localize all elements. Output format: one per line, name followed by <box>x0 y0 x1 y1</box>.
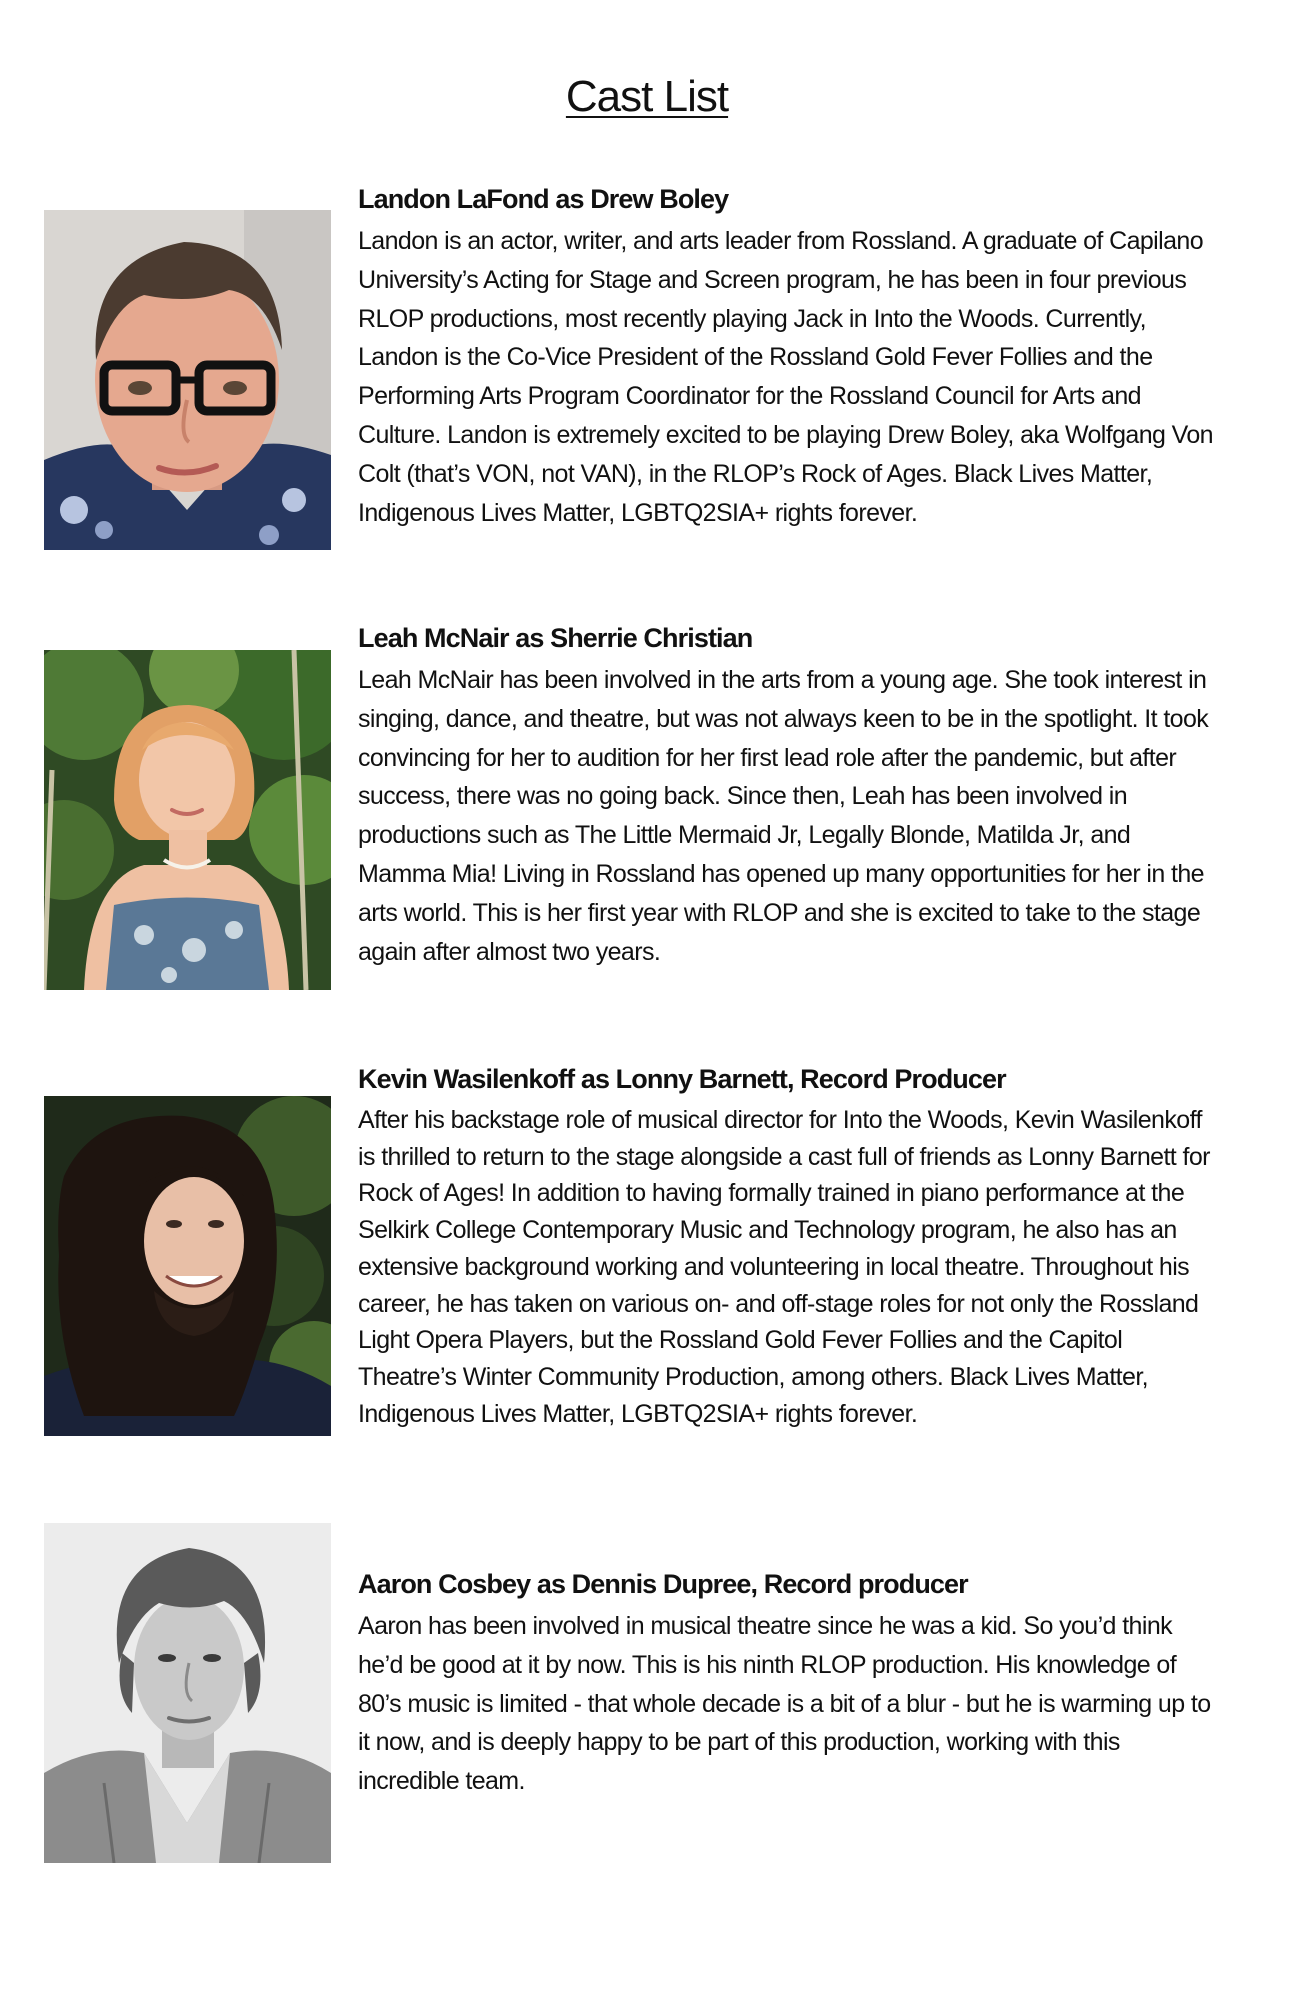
cast-heading: Landon LaFond as Drew Boley <box>358 184 729 214</box>
cast-description: Landon is an actor, writer, and arts leader from Rossland. A graduate of Capilano University’s Acting for Stage and Screen program, he has been in four previous RLOP productions, most recently playing Jack in Into the Woods. Currently, Landon is the Co-Vice President of the Rossland Gold Fever Follies and the Performing Arts Program Coordinator for the Rossland Council for Arts and Culture. Landon is extremely excited to be playing Drew Boley, aka Wolfgang Von Colt (that’s VON, not VAN), in the RLOP’s Rock of Ages. Black Lives Matter, Indigenous Lives Matter, LGBTQ2SIA+ rights forever. <box>358 227 1213 527</box>
cast-bio <box>358 182 1218 532</box>
cast-description: After his backstage role of musical director for Into the Woods, Kevin Wasilenkoff is thrilled to return to the stage alongside a cast full of friends as Lonny Barnett for Rock of Ages! In addition to having formally trained in piano performance at the Selkirk College Contemporary Music and Technology program, he also has an extensive background working and volunteering in local theatre. Throughout his career, he has taken on various on- and off-stage roles for not only the Rossland Light Opera Players, but the Rossland Gold Fever Follies and the Capitol Theatre’s Winter Community Production, among others. Black Lives Matter, Indigenous Lives Matter, LGBTQ2SIA+ rights forever. <box>358 1106 1210 1428</box>
cast-bio <box>358 1567 1218 1801</box>
headshot-photo <box>44 210 331 550</box>
cast-bio <box>358 621 1218 971</box>
cast-description: Leah McNair has been involved in the arts from a young age. She took interest in singing, dance, and theatre, but was not always keen to be in the spotlight. It took convincing for her to audition for her first lead role after the pandemic, but after success, there was no going back. Since then, Leah has been involved in productions such as The Little Mermaid Jr, Legally Blonde, Matilda Jr, and Mamma Mia! Living in Rossland has opened up many opportunities for her in the arts world. This is her first year with RLOP and she is excited to take to the stage again after almost two years. <box>358 666 1209 966</box>
cast-heading: Kevin Wasilenkoff as Lonny Barnett, Record Producer <box>358 1064 1006 1094</box>
cast-heading: Aaron Cosbey as Dennis Dupree, Record producer <box>358 1569 968 1599</box>
page-title: Cast List <box>565 72 729 121</box>
headshot-photo <box>44 1096 331 1436</box>
cast-heading: Leah McNair as Sherrie Christian <box>358 623 753 653</box>
headshot-photo <box>44 650 331 990</box>
cast-bio <box>358 1062 1218 1432</box>
cast-description: Aaron has been involved in musical theatre since he was a kid. So you’d think he’d be good at it by now. This is his ninth RLOP production. His knowledge of 80’s music is limited - that whole decade is a bit of a blur - but he is warming up to it now, and is deeply happy to be part of this production, working with this incredible team. <box>358 1612 1211 1796</box>
headshot-photo <box>44 1523 331 1863</box>
